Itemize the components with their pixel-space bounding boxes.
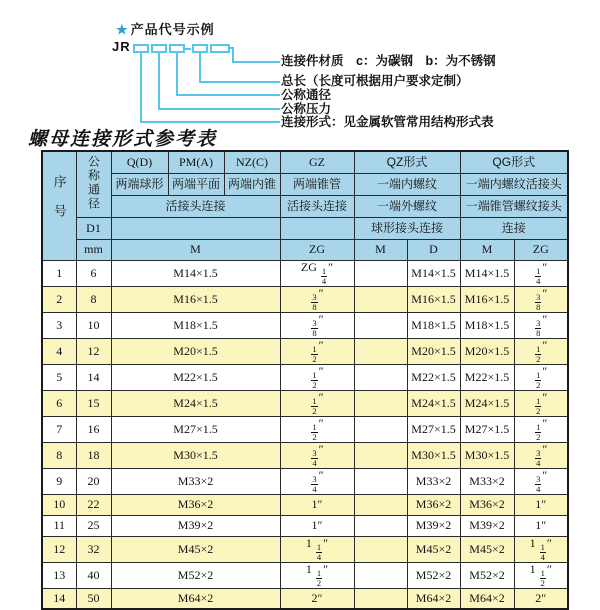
table-cell: 5: [42, 364, 76, 390]
table-cell: 16: [76, 416, 111, 442]
table-cell: 14: [42, 588, 76, 609]
header-cell-gz: GZ: [280, 151, 354, 173]
table-cell: $\frac{3}{4}$ ″: [514, 442, 568, 468]
table-cell: M39×2: [460, 515, 514, 536]
table-cell: $\frac{1}{2}$ ″: [280, 338, 354, 364]
table-cell: 6: [76, 260, 111, 286]
table-cell: M18×1.5: [111, 312, 280, 338]
table-row: [42, 312, 568, 338]
table-cell: $\frac{1}{2}$ ″: [514, 338, 568, 364]
table-row: [42, 260, 568, 286]
table-row: [42, 494, 568, 515]
table-cell: [354, 390, 407, 416]
table-cell: 1: [42, 260, 76, 286]
table-cell: M39×2: [407, 515, 460, 536]
table-cell: M18×1.5: [460, 312, 514, 338]
table-cell: $\frac{1}{4}$ ″: [514, 260, 568, 286]
table-cell: 12: [42, 536, 76, 562]
table-cell: M20×1.5: [407, 338, 460, 364]
table-cell: 1 $\frac{1}{2}$ ″: [280, 562, 354, 588]
table-cell: 1″: [514, 494, 568, 515]
table-cell: [354, 515, 407, 536]
table-cell: M52×2: [460, 562, 514, 588]
table-cell: [354, 312, 407, 338]
table-cell: [354, 536, 407, 562]
table-cell: 1″: [280, 494, 354, 515]
table-cell: M14×1.5: [111, 260, 280, 286]
table-cell: M14×1.5: [407, 260, 460, 286]
table-cell: 50: [76, 588, 111, 609]
table-cell: M27×1.5: [460, 416, 514, 442]
table-cell: M16×1.5: [407, 286, 460, 312]
header-cell-qz-connection: 球形接头连接: [354, 217, 460, 239]
code-dash: [184, 48, 191, 50]
reference-table: [41, 150, 569, 610]
table-cell: M22×1.5: [111, 364, 280, 390]
table-cell: M16×1.5: [460, 286, 514, 312]
header-cell-qg-m: M: [460, 239, 514, 260]
code-prefix: JR: [112, 39, 131, 54]
code-label-diameter: 公称通径: [281, 88, 332, 102]
header-cell-pm-sub: 两端平面: [168, 173, 224, 195]
table-cell: 32: [76, 536, 111, 562]
table-cell: 6: [42, 390, 76, 416]
header-cell-empty: [111, 217, 280, 239]
table-cell: $\frac{1}{2}$ ″: [280, 364, 354, 390]
table-title: 螺母连接形式参考表: [28, 129, 218, 150]
table-cell: [354, 562, 407, 588]
table-cell: ZG $\frac{1}{4}$ ″: [280, 260, 354, 286]
table-cell: 8: [42, 442, 76, 468]
table-cell: $\frac{1}{2}$ ″: [514, 390, 568, 416]
table-cell: $\frac{3}{4}$ ″: [280, 468, 354, 494]
table-cell: [354, 494, 407, 515]
header-cell-q-sub: 两端球形: [111, 173, 168, 195]
table-cell: M33×2: [460, 468, 514, 494]
table-cell: M64×2: [460, 588, 514, 609]
table-cell: 22: [76, 494, 111, 515]
table-row: [42, 562, 568, 588]
table-cell: 1 $\frac{1}{4}$ ″: [280, 536, 354, 562]
table-cell: M33×2: [407, 468, 460, 494]
header-cell-xuhao: 序号: [42, 151, 76, 260]
header-cell-qz-sub1: 一端内螺纹: [354, 173, 460, 195]
header-cell-d1: D1: [76, 217, 111, 239]
table-cell: M22×1.5: [460, 364, 514, 390]
table-row: [42, 588, 568, 609]
table-cell: 7: [42, 416, 76, 442]
header-cell-zg: ZG: [280, 239, 354, 260]
table-cell: M45×2: [460, 536, 514, 562]
header-cell-qz-form: QZ形式: [354, 151, 460, 173]
header-cell-gz-sub: 两端锥管: [280, 173, 354, 195]
product-code-title: [116, 19, 215, 38]
table-cell: M22×1.5: [407, 364, 460, 390]
header-cell-mm: mm: [76, 239, 111, 260]
connector-line: [140, 51, 280, 123]
table-cell: 15: [76, 390, 111, 416]
star-icon: ★: [116, 22, 129, 37]
header-cell-qz-sub2: 一端外螺纹: [354, 195, 460, 217]
header-cell-m: M: [111, 239, 280, 260]
table-cell: $\frac{3}{4}$ ″: [514, 468, 568, 494]
table-cell: M36×2: [460, 494, 514, 515]
table-cell: $\frac{3}{8}$ ″: [280, 312, 354, 338]
table-cell: 2: [42, 286, 76, 312]
table-cell: [354, 468, 407, 494]
table-cell: M64×2: [407, 588, 460, 609]
table-cell: 2″: [514, 588, 568, 609]
product-code-title-text: 产品代号示例: [130, 22, 215, 37]
header-cell-qg-form: QG形式: [460, 151, 568, 173]
table-cell: M33×2: [111, 468, 280, 494]
table-cell: M30×1.5: [460, 442, 514, 468]
code-label-material: 连接件材质 c：为碳钢 b：为不锈钢: [281, 54, 496, 68]
table-cell: [354, 416, 407, 442]
header-cell-pm: PM(A): [168, 151, 224, 173]
header-cell-qg-connection: 连接: [460, 217, 568, 239]
table-cell: M36×2: [407, 494, 460, 515]
table-cell: M39×2: [111, 515, 280, 536]
table-row: [42, 536, 568, 562]
table-cell: M30×1.5: [407, 442, 460, 468]
table-cell: M18×1.5: [407, 312, 460, 338]
table-cell: 25: [76, 515, 111, 536]
table-cell: [354, 364, 407, 390]
table-row: [42, 364, 568, 390]
header-cell-qz-m: M: [354, 239, 407, 260]
header-cell-nz: NZ(C): [224, 151, 280, 173]
table-cell: $\frac{3}{8}$ ″: [280, 286, 354, 312]
table-cell: M30×1.5: [111, 442, 280, 468]
header-cell-q: Q(D): [111, 151, 168, 173]
table-cell: M52×2: [407, 562, 460, 588]
table-cell: [354, 442, 407, 468]
table-cell: M16×1.5: [111, 286, 280, 312]
table-cell: M20×1.5: [460, 338, 514, 364]
table-cell: M24×1.5: [460, 390, 514, 416]
table-cell: 14: [76, 364, 111, 390]
header-cell-nz-sub: 两端内锥: [224, 173, 280, 195]
table-cell: M52×2: [111, 562, 280, 588]
header-cell-gz-connection: 活接头连接: [280, 195, 354, 217]
table-cell: 9: [42, 468, 76, 494]
table-cell: 1 $\frac{1}{2}$ ″: [514, 562, 568, 588]
table-cell: $\frac{3}{8}$ ″: [514, 312, 568, 338]
table-cell: [354, 260, 407, 286]
table-cell: 10: [76, 312, 111, 338]
table-cell: 1 $\frac{1}{4}$ ″: [514, 536, 568, 562]
table-cell: $\frac{1}{2}$ ″: [280, 390, 354, 416]
table-cell: M45×2: [407, 536, 460, 562]
table-row: [42, 515, 568, 536]
table-cell: M24×1.5: [111, 390, 280, 416]
code-label-pressure: 公称压力: [281, 102, 332, 116]
code-label-length: 总长（长度可根据用户要求定制）: [281, 74, 469, 88]
header-cell-gongchengtongjing: 公称通径: [76, 151, 111, 217]
table-cell: $\frac{1}{2}$ ″: [514, 364, 568, 390]
table-cell: 1″: [514, 515, 568, 536]
header-cell-qg-sub2: 一端锥管螺纹接头: [460, 195, 568, 217]
table-cell: M64×2: [111, 588, 280, 609]
table-cell: $\frac{1}{2}$ ″: [514, 416, 568, 442]
header-cell-empty: [280, 217, 354, 239]
table-cell: M27×1.5: [407, 416, 460, 442]
table-cell: 40: [76, 562, 111, 588]
table-cell: 2″: [280, 588, 354, 609]
table-cell: 11: [42, 515, 76, 536]
table-cell: 1″: [280, 515, 354, 536]
table-cell: $\frac{3}{8}$ ″: [514, 286, 568, 312]
table-row: [42, 338, 568, 364]
table-cell: [354, 588, 407, 609]
table-cell: 3: [42, 312, 76, 338]
header-cell-qg-sub1: 一端内螺纹活接头: [460, 173, 568, 195]
table-row: [42, 468, 568, 494]
table-row: [42, 416, 568, 442]
table-row: [42, 286, 568, 312]
table-cell: $\frac{1}{2}$ ″: [280, 416, 354, 442]
table-cell: 10: [42, 494, 76, 515]
table-cell: [354, 338, 407, 364]
table-cell: 20: [76, 468, 111, 494]
table-cell: M14×1.5: [460, 260, 514, 286]
table-row: [42, 442, 568, 468]
table-cell: M36×2: [111, 494, 280, 515]
table-cell: 12: [76, 338, 111, 364]
table-cell: M45×2: [111, 536, 280, 562]
code-label-connection: 连接形式：见金属软管常用结构形式表: [281, 115, 494, 129]
table-cell: 13: [42, 562, 76, 588]
table-cell: 4: [42, 338, 76, 364]
table-cell: $\frac{3}{4}$ ″: [280, 442, 354, 468]
header-cell-qz-d: D: [407, 239, 460, 260]
table-cell: M27×1.5: [111, 416, 280, 442]
table-cell: M24×1.5: [407, 390, 460, 416]
header-cell-union-connection: 活接头连接: [111, 195, 280, 217]
table-row: [42, 390, 568, 416]
table-cell: 18: [76, 442, 111, 468]
header-cell-qg-zg: ZG: [514, 239, 568, 260]
table-cell: 8: [76, 286, 111, 312]
table-cell: [354, 286, 407, 312]
table-cell: M20×1.5: [111, 338, 280, 364]
